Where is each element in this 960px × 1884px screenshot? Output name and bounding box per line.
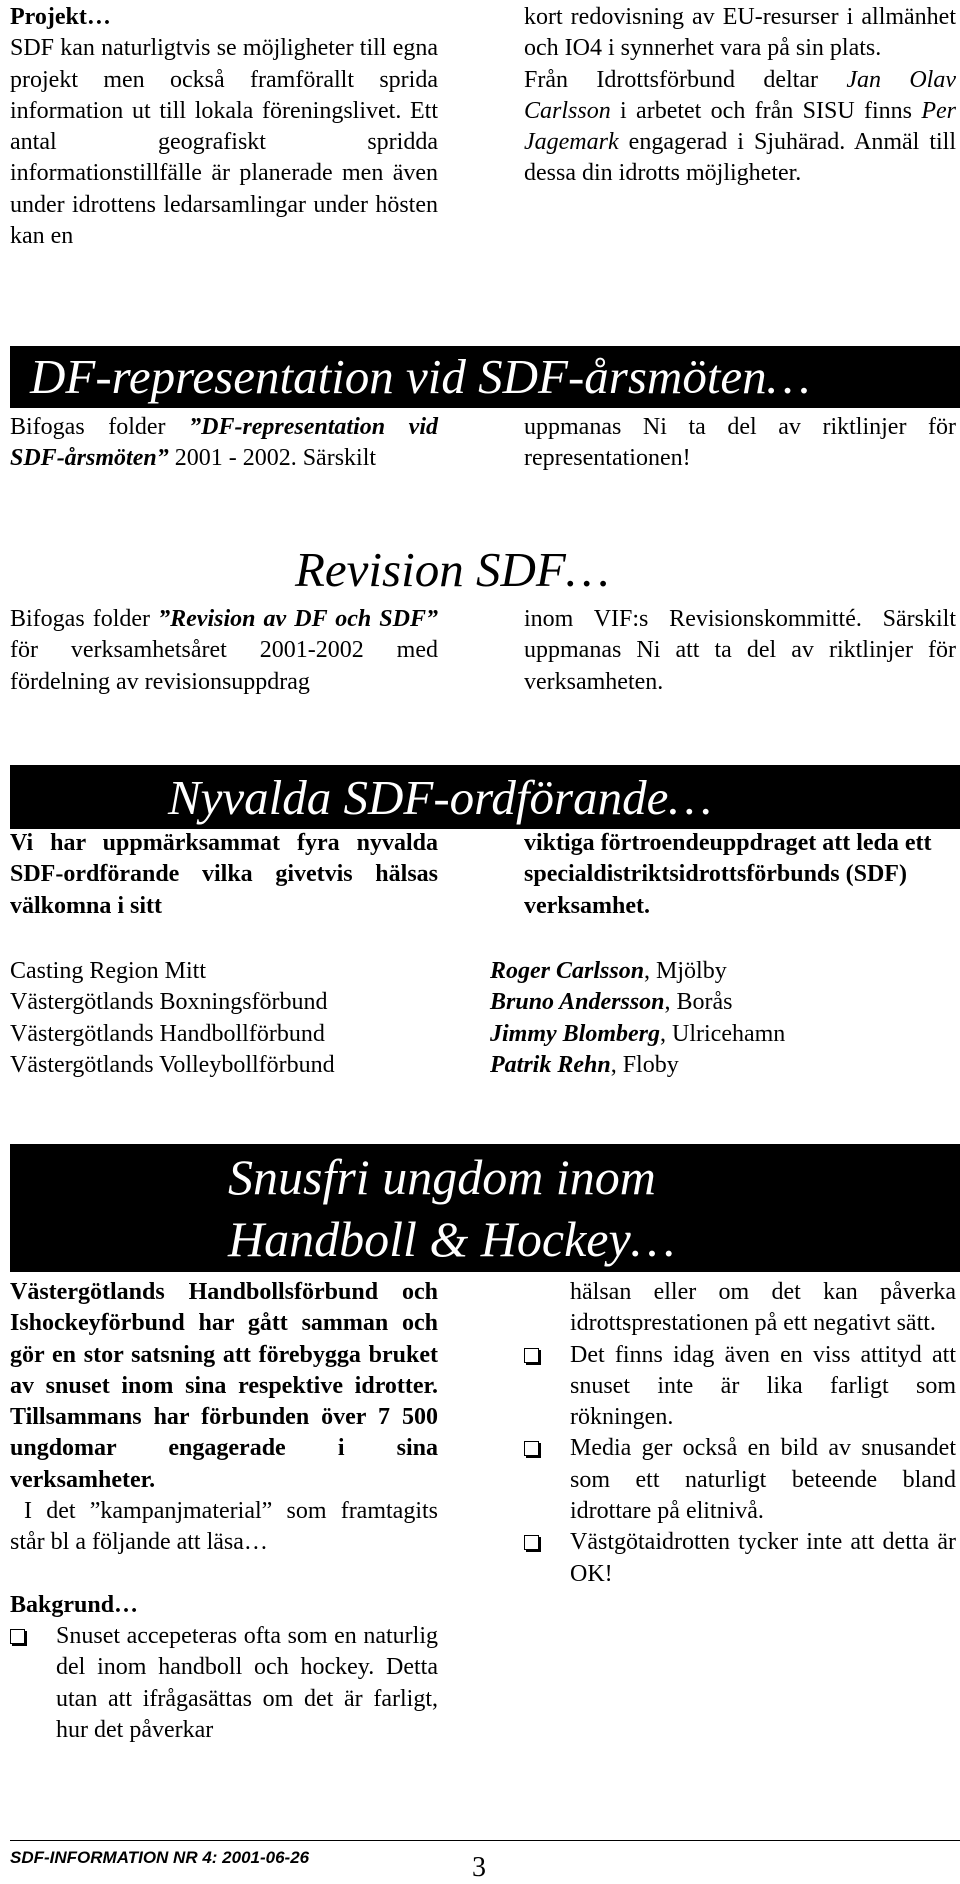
chair-item bbox=[490, 987, 950, 1018]
organisation-item: Västergötlands Volleybollförbund bbox=[10, 1051, 335, 1078]
text-span: 2001 - 2002. Särskilt bbox=[168, 445, 377, 472]
list-item bbox=[524, 1527, 956, 1590]
list-item bbox=[10, 1621, 438, 1746]
projekt-left-column bbox=[10, 2, 438, 252]
projekt-left-text: SDF kan naturligtvis se möjligheter till egna projekt men också framförallt sprida information ut till lokala föreningslivet. Ett antal geografiskt spridda informationstillfälle är planerade men även under idrottens ledarsamlingar under hösten kan en bbox=[10, 35, 438, 250]
bullet-continuation: hälsan eller om det kan påverka idrottsprestationen på ett negativt sätt. bbox=[570, 1279, 956, 1337]
text-span: engagerad i Sjuhärad. Anmäl till dessa din idrotts möjligheter. bbox=[524, 129, 956, 187]
spacer bbox=[10, 1559, 438, 1590]
bullet-text: Media ger också en bild av snusandet som ett naturligt beteende bland idrottare på elitnivå. bbox=[570, 1435, 956, 1525]
df-rep-right: uppmanas Ni ta del av riktlinjer för representationen! bbox=[524, 414, 956, 472]
chair-place: , Mjölby bbox=[644, 958, 727, 984]
df-representation-heading: DF-representation vid SDF-årsmöten… bbox=[10, 346, 960, 408]
snusfri-heading-line-1: Snusfri ungdom inom bbox=[228, 1149, 656, 1205]
df-rep-left bbox=[10, 412, 438, 475]
revision-left bbox=[10, 604, 438, 698]
page-number: 3 bbox=[472, 1852, 486, 1883]
checkbox-bullet-icon bbox=[524, 1535, 539, 1550]
snusfri-heading-line-2: Handboll & Hockey… bbox=[228, 1211, 676, 1267]
text-span: Bifogas folder bbox=[10, 606, 159, 632]
chair-name: Roger Carlsson bbox=[490, 958, 645, 984]
organisation-item: Västergötlands Handbollförbund bbox=[10, 1020, 325, 1047]
chair-place: , Ulricehamn bbox=[660, 1020, 786, 1047]
projekt-right-paragraph-2 bbox=[524, 65, 956, 190]
chair-item bbox=[490, 1050, 950, 1081]
organisation-item: Casting Region Mitt bbox=[10, 958, 207, 984]
checkbox-bullet-icon bbox=[524, 1348, 539, 1363]
snusfri-left-column bbox=[10, 1277, 438, 1746]
chair-name: Patrik Rehn bbox=[490, 1051, 611, 1078]
folder-title: ”DF-representation vid SDF-årsmöten” bbox=[10, 414, 439, 472]
bullet-text: Snuset accepeteras ofta som en naturlig del inom handboll och hockey. Detta utan att ifrågasättas om det är farligt, hur det påverkar bbox=[56, 1622, 438, 1743]
text-span: för verksamhetsåret 2001-2002 med fördelning av revisionsuppdrag bbox=[10, 637, 438, 695]
projekt-heading: Projekt… bbox=[10, 4, 111, 30]
chair-place: , Borås bbox=[664, 989, 733, 1016]
snusfri-intro-bold: Västergötlands Handbollsförbund och Ishockeyförbund har gått samman och gör en stor satsning att förebygga bruket av snuset inom sina respektive idrotter. Tillsammans har förbunden över 7 500 ungdomar engagerade i sina verksamheter. bbox=[10, 1279, 438, 1493]
projekt-right-paragraph-1: kort redovisning av EU-resurser i allmänhet och IO4 i synnerhet vara på sin plats. bbox=[524, 4, 956, 62]
nyvalda-organisation-list bbox=[10, 956, 438, 1081]
person-name: Per Jagemark bbox=[524, 97, 956, 156]
nyvalda-heading: Nyvalda SDF-ordförande… bbox=[10, 765, 960, 829]
snusfri-bullet-list bbox=[524, 1340, 956, 1590]
text-span: Bifogas folder bbox=[10, 414, 190, 440]
bullet-text: Det finns idag även en viss attityd att snuset inte är lika farligt som rökningen. bbox=[570, 1341, 956, 1431]
footer-divider bbox=[10, 1840, 960, 1841]
bakgrund-heading: Bakgrund… bbox=[10, 1591, 139, 1618]
revision-right: inom VIF:s Revisionskommitté. Särskilt uppmanas Ni att ta del av riktlinjer för verksamheten. bbox=[524, 606, 956, 695]
projekt-right-column bbox=[524, 2, 956, 190]
snusfri-campaign-intro: I det ”kampanjmaterial” som framtagits står bl a följande att läsa… bbox=[10, 1498, 438, 1556]
chair-item bbox=[490, 956, 950, 987]
checkbox-bullet-icon bbox=[10, 1629, 25, 1644]
bullet-text: Västgötaidrotten tycker inte att detta är OK! bbox=[570, 1529, 956, 1587]
revision-heading: Revision SDF… bbox=[295, 542, 610, 597]
list-item bbox=[524, 1340, 956, 1434]
snusfri-heading bbox=[10, 1144, 960, 1272]
folder-title: ”Revision av DF och SDF” bbox=[158, 606, 438, 632]
person-name: Jan Olav Carlsson bbox=[524, 66, 956, 124]
organisation-item: Västergötlands Boxningsförbund bbox=[10, 989, 328, 1016]
chair-item bbox=[490, 1019, 950, 1050]
list-item bbox=[524, 1433, 956, 1527]
snusfri-right-column bbox=[524, 1277, 956, 1590]
chair-place: , Floby bbox=[610, 1051, 679, 1078]
nyvalda-left: Vi har uppmärksammat fyra nyvalda SDF-ordförande vilka givetvis hälsas välkomna i sitt bbox=[10, 830, 438, 919]
nyvalda-chair-list bbox=[490, 956, 950, 1081]
nyvalda-right: viktiga förtroendeuppdraget att leda ett specialdistriktsidrottsförbunds (SDF) verksamhet. bbox=[524, 830, 932, 919]
footer-label: SDF-INFORMATION NR 4: 2001-06-26 bbox=[10, 1848, 310, 1867]
text-span: Från Idrottsförbund deltar bbox=[524, 66, 847, 93]
bakgrund-bullet-list bbox=[10, 1621, 438, 1746]
checkbox-bullet-icon bbox=[524, 1441, 539, 1456]
chair-name: Jimmy Blomberg bbox=[490, 1020, 660, 1047]
chair-name: Bruno Andersson bbox=[490, 989, 665, 1016]
text-span: i arbetet och från SISU finns bbox=[610, 97, 922, 124]
